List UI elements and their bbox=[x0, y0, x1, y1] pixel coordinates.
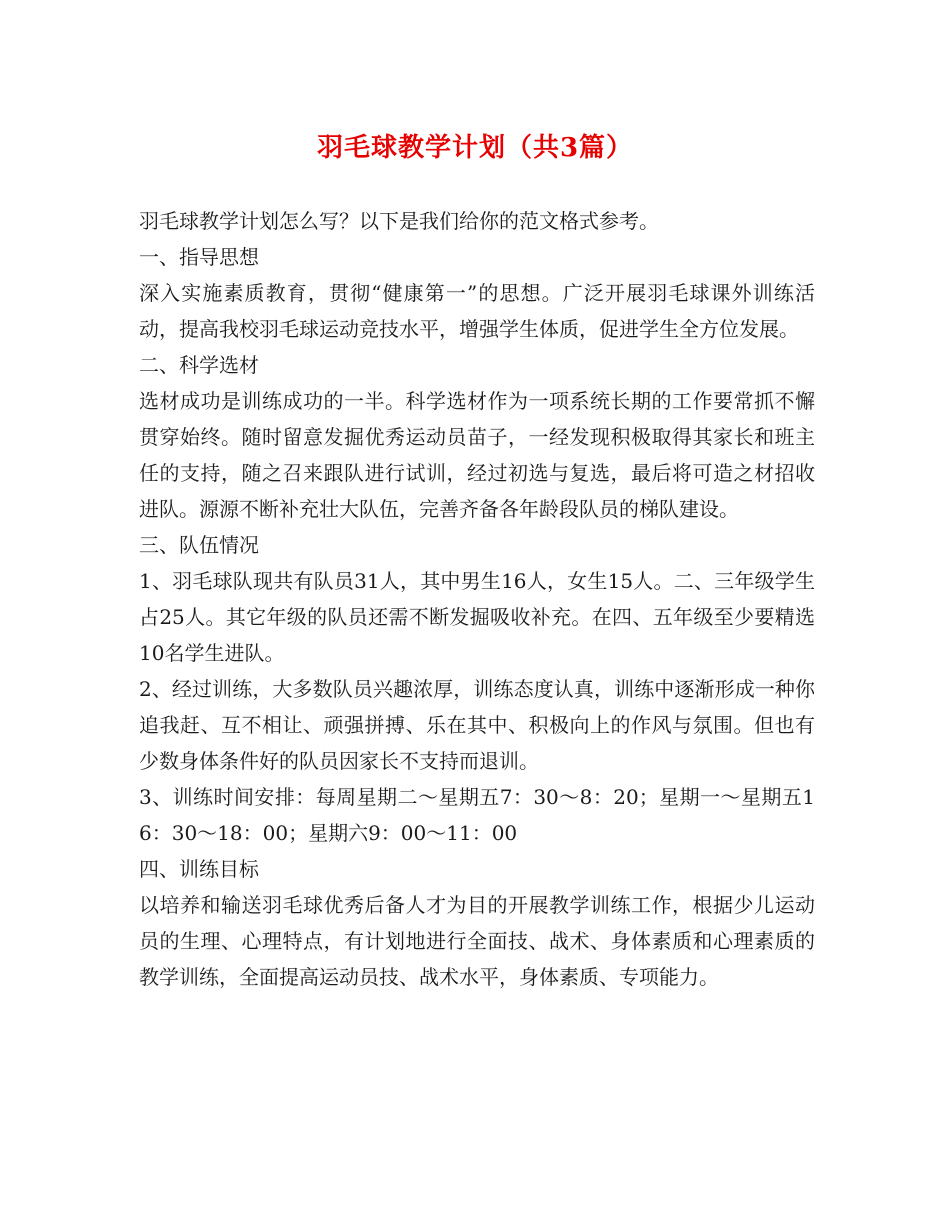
section-heading-guiding-ideology: 一、指导思想 bbox=[139, 245, 259, 269]
section-heading-team-status: 三、队伍情况 bbox=[139, 533, 259, 557]
paragraph-team-status-2: 2、经过训练，大多数队员兴趣浓厚，训练态度认真，训练中逐渐形成一种你追我赶、互不相让、顽强拼搏、乐在其中、积极向上的作风与氛围。但也有少数身体条件好的队员因家长不支持而退训。 bbox=[139, 677, 815, 773]
document-title: 羽毛球教学计划（共3篇） bbox=[316, 133, 634, 163]
paragraph-training-schedule: 3、训练时间安排：每周星期二～星期五7：30～8：20；星期一～星期五16：30～18：00；星期六9：00～11：00 bbox=[139, 785, 815, 845]
document-body bbox=[139, 203, 815, 995]
paragraph-training-goals: 以培养和输送羽毛球优秀后备人才为目的开展教学训练工作，根据少儿运动员的生理、心理特点，有计划地进行全面技、战术、身体素质和心理素质的教学训练，全面提高运动员技、战术水平，身体素质、专项能力。 bbox=[139, 893, 815, 989]
section-heading-training-goals: 四、训练目标 bbox=[139, 857, 259, 881]
paragraph-team-status-1: 1、羽毛球队现共有队员31人，其中男生16人，女生15人。二、三年级学生占25人。其它年级的队员还需不断发掘吸收补充。在四、五年级至少要精选10名学生进队。 bbox=[139, 569, 815, 665]
section-heading-talent-selection: 二、科学选材 bbox=[139, 353, 259, 377]
paragraph-guiding-ideology: 深入实施素质教育，贯彻“健康第一”的思想。广泛开展羽毛球课外训练活动，提高我校羽毛球运动竞技水平，增强学生体质，促进学生全方位发展。 bbox=[139, 281, 815, 341]
intro-paragraph: 羽毛球教学计划怎么写？以下是我们给你的范文格式参考。 bbox=[139, 209, 659, 233]
paragraph-talent-selection: 选材成功是训练成功的一半。科学选材作为一项系统长期的工作要常抓不懈贯穿始终。随时留意发掘优秀运动员苗子，一经发现积极取得其家长和班主任的支持，随之召来跟队进行试训，经过初选与复选，最后将可造之材招收进队。源源不断补充壮大队伍，完善齐备各年龄段队员的梯队建设。 bbox=[139, 389, 815, 521]
